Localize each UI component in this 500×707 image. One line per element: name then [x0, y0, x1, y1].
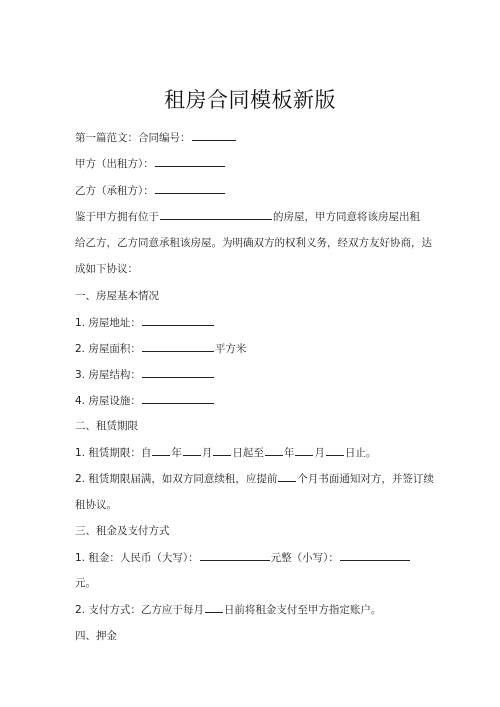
end-month-blank — [295, 445, 313, 456]
property-structure-blank — [142, 367, 214, 378]
year-char-1: 年 — [171, 447, 182, 459]
payment-method-text-a: 2. 支付方式：乙方应于每月 — [75, 604, 204, 616]
party-a-line — [75, 156, 226, 171]
contract-number-blank — [192, 130, 236, 141]
end-day-blank — [326, 445, 344, 456]
rent-uppercase-blank — [200, 550, 270, 561]
section-3-heading — [75, 524, 170, 538]
section-3-title: 三、租金及支付方式 — [75, 525, 170, 537]
renewal-line-2 — [75, 498, 117, 512]
notice-months-blank — [278, 471, 296, 482]
intro-text-1b: 的房屋，甲方同意将该房屋出租 — [273, 211, 420, 223]
start-month-blank — [183, 445, 201, 456]
rent-line-2 — [75, 576, 96, 590]
section-2-heading — [75, 419, 138, 433]
party-b-label: 乙方（承租方）： — [75, 185, 154, 197]
section-4-heading — [75, 629, 117, 643]
lease-term-label: 1. 租赁期限：自 — [75, 447, 152, 459]
party-b-blank — [155, 183, 225, 194]
renewal-text-a: 2. 租赁期限届满，如双方同意续租，应提前 — [75, 473, 278, 485]
document-title: 租房合同模板新版 — [164, 88, 336, 112]
section-1-heading — [75, 289, 159, 303]
rent-line-1 — [75, 550, 411, 565]
party-a-label: 甲方（出租方）： — [75, 158, 154, 170]
rent-label: 1. 租金：人民币（大写）： — [75, 552, 199, 564]
day-end: 日止。 — [344, 447, 377, 459]
section-2-title: 二、租赁期限 — [75, 420, 138, 432]
rent-unit: 元。 — [75, 577, 96, 589]
renewal-line-1 — [75, 471, 434, 486]
property-structure-label: 3. 房屋结构： — [75, 369, 141, 381]
area-unit: 平方米 — [214, 343, 247, 355]
day-from-to: 日起至 — [232, 447, 264, 459]
payment-day-blank — [205, 602, 223, 613]
party-a-blank — [155, 156, 225, 167]
lease-term-line — [75, 445, 376, 460]
renewal-text-b: 个月书面通知对方，并签订续 — [297, 473, 434, 485]
intro-line-2 — [75, 236, 432, 250]
contract-number-line — [75, 130, 237, 145]
rent-lowercase-label: 元整（小写）： — [270, 552, 339, 564]
end-year-blank — [265, 445, 283, 456]
property-address-blank — [142, 315, 214, 326]
start-day-blank — [213, 445, 231, 456]
property-structure-line — [75, 367, 215, 382]
payment-method-line — [75, 602, 381, 617]
property-area-blank — [142, 341, 214, 352]
property-location-blank — [160, 209, 272, 220]
intro-text-2: 给乙方，乙方同意承租该房屋。为明确双方的权利义务，经双方友好协商，达 — [75, 237, 432, 249]
payment-method-text-b: 日前将租金支付至甲方指定账户。 — [223, 604, 382, 616]
rent-lowercase-blank — [340, 550, 410, 561]
property-address-label: 1. 房屋地址： — [75, 317, 141, 329]
property-area-label: 2. 房屋面积： — [75, 343, 141, 355]
intro-text-3: 成如下协议： — [75, 263, 138, 275]
intro-line-3 — [75, 262, 138, 276]
contract-number-label: 第一篇范文：合同编号： — [75, 132, 191, 144]
section-4-title: 四、押金 — [75, 630, 117, 642]
month-char-1: 月 — [201, 447, 213, 459]
renewal-text-c: 租协议。 — [75, 499, 117, 511]
start-year-blank — [152, 445, 170, 456]
property-facilities-label: 4. 房屋设施： — [75, 395, 141, 407]
property-facilities-line — [75, 393, 215, 408]
section-1-title: 一、房屋基本情况 — [75, 290, 159, 302]
property-area-line — [75, 341, 246, 356]
intro-line-1 — [75, 209, 420, 224]
year-char-2: 年 — [283, 447, 295, 459]
property-address-line — [75, 315, 215, 330]
month-char-2: 月 — [314, 447, 325, 459]
intro-text-1a: 鉴于甲方拥有位于 — [75, 211, 159, 223]
property-facilities-blank — [142, 393, 214, 404]
party-b-line — [75, 183, 226, 198]
